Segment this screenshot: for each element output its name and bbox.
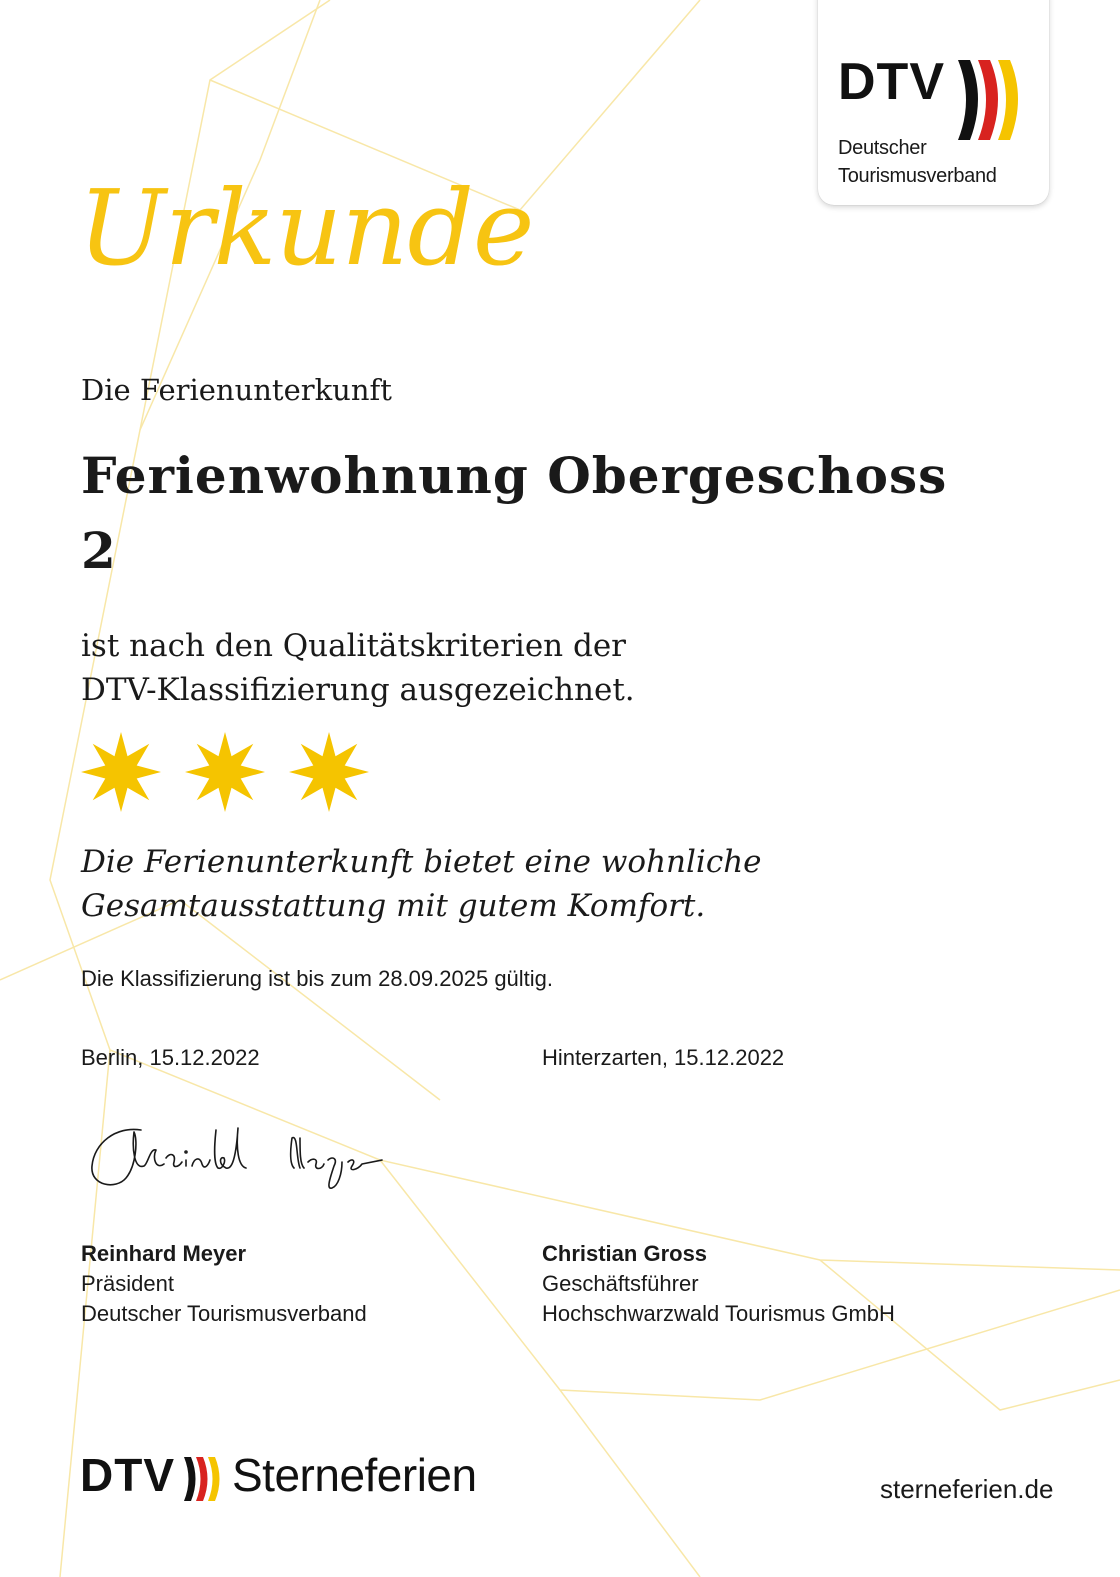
star-rating	[78, 728, 378, 818]
chevrons-icon	[956, 60, 1030, 140]
certificate-title: Urkunde	[78, 167, 534, 289]
place-date-left: Berlin, 15.12.2022	[81, 1045, 260, 1070]
signatory-name: Christian Gross	[542, 1241, 708, 1266]
signatory-name: Reinhard Meyer	[81, 1241, 247, 1266]
classification-statement	[81, 624, 635, 712]
signatory-left	[81, 1239, 367, 1329]
footer-chevrons-icon	[183, 1455, 225, 1503]
motto-line2: Gesamtausstattung mit gutem Komfort.	[81, 888, 706, 924]
property-name-line2: 2	[81, 521, 117, 580]
star-icon	[81, 732, 161, 812]
footer-dtv-logo: DTV	[80, 1449, 175, 1501]
property-name-line1: Ferienwohnung Obergeschoss	[81, 446, 948, 505]
signatory-right	[542, 1239, 895, 1329]
motto-line1: Die Ferienunterkunft bietet eine wohnliche	[81, 844, 762, 880]
place-date-right: Hinterzarten, 15.12.2022	[542, 1045, 785, 1070]
handwritten-signature	[86, 1118, 386, 1198]
signatory-role: Geschäftsführer	[542, 1271, 699, 1296]
dtv-logo-card	[818, 0, 1049, 205]
statement-line1: ist nach den Qualitätskriterien der	[81, 628, 626, 664]
signatory-role: Präsident	[81, 1271, 174, 1296]
footer-brand-name: Sterneferien	[232, 1449, 477, 1501]
star-icon	[185, 732, 265, 812]
logo-subtitle-line1: Deutscher	[838, 137, 927, 159]
intro-text: Die Ferienunterkunft	[81, 373, 392, 407]
star-icon	[289, 732, 369, 812]
signatory-org: Deutscher Tourismusverband	[81, 1301, 367, 1326]
logo-dtv-text: DTV	[838, 53, 945, 111]
statement-line2: DTV-Klassifizierung ausgezeichnet.	[81, 672, 635, 708]
validity-note: Die Klassifizierung ist bis zum 28.09.2025 gültig.	[81, 966, 554, 991]
logo-subtitle-line2: Tourismusverband	[838, 165, 997, 187]
signatory-org: Hochschwarzwald Tourismus GmbH	[542, 1301, 895, 1326]
rating-description	[81, 840, 762, 928]
footer-website-link[interactable]: sterneferien.de	[880, 1474, 1054, 1504]
